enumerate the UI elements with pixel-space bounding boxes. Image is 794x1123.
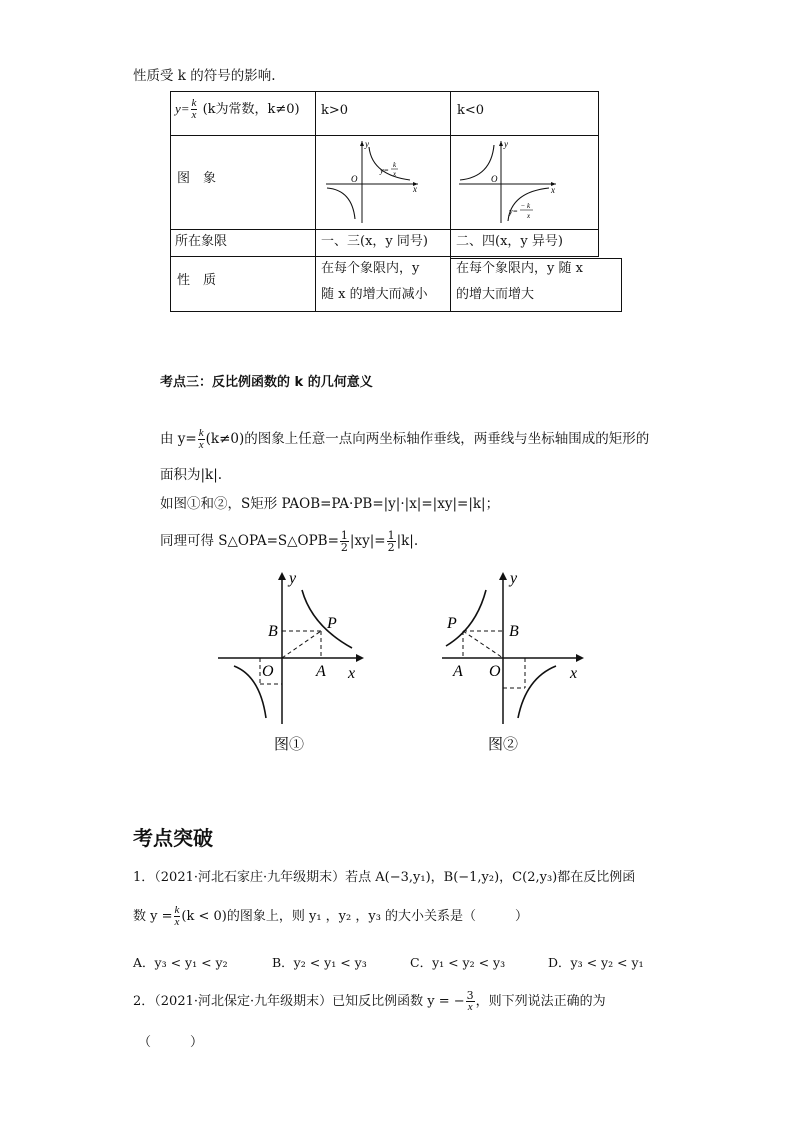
row-label-property: 性 质 [177,273,217,288]
section-line3: 如图①和②，S矩形 PAOB=PA·PB=|y|·|x|=|xy|=|k|； [160,496,500,512]
geometry-figures [212,566,592,758]
svg-text:B: B [509,623,519,640]
question-1-line2: 数 y = $\frac{k}{x}$ (k < 0)的图象上，则 y₁ ，y₂ ，y₃ 的大小关系是（ ） [133,904,529,928]
svg-text:P: P [327,615,337,632]
svg-text:图①: 图① [274,737,305,753]
svg-text:y=: y= [509,207,518,216]
svg-text:x: x [570,665,578,682]
svg-text:图②: 图② [488,737,519,753]
svg-text:y=: y= [380,166,389,175]
svg-text:O: O [489,663,501,680]
question-1-option-a[interactable]: A．y₃ < y₁ < y₂ [133,955,228,970]
row-label-quadrant: 所在象限 [175,234,228,249]
svg-text:B: B [268,623,278,640]
table-header-function: y= $\frac{k}{x}$ (k为常数，k≠0) [175,97,300,121]
breakthrough-title: 考点突破 [133,826,213,850]
svg-text:y: y [504,139,508,149]
table-header-k-positive: k>0 [321,103,349,118]
svg-text:x: x [413,184,417,194]
svg-text:O: O [491,174,498,184]
intro-line: 性质受 k 的符号的影响. [133,68,276,84]
svg-text:O: O [262,663,274,680]
question-1-option-b[interactable]: B．y₂ < y₁ < y₃ [272,955,367,970]
svg-text:x: x [527,212,531,220]
svg-text:k: k [393,161,397,169]
svg-text:x: x [551,185,555,195]
svg-text:P: P [447,615,457,632]
section-title: 考点三：反比例函数的 k 的几何意义 [160,375,373,390]
svg-text:y: y [510,570,518,587]
question-2-line1: 2．（2021·河北保定·九年级期末）已知反比例函数 y = − $\frac{3}{x}$ ，则下列说法正确的为 [133,989,606,1013]
question-2-answer-blank: （ ） [138,1035,204,1050]
svg-text:y: y [289,570,297,587]
svg-text:−: − [521,202,525,210]
section-line2: 面积为|k|. [160,467,223,483]
section-line1: 由 y= $\frac{k}{x}$ (k≠0)的图象上任意一点向两坐标轴作垂线，两垂线与坐标轴围成的矩形的 [160,427,650,451]
property-k-positive-line1: 在每个象限内，y [321,261,420,276]
question-1-option-d[interactable]: D．y₃ < y₂ < y₁ [548,955,644,970]
question-1-option-c[interactable]: C．y₁ < y₂ < y₃ [410,955,506,970]
graph-k-positive [318,137,448,227]
quadrant-k-negative: 二、四(x，y 异号) [456,234,563,249]
svg-text:A: A [453,663,463,680]
figure-2 [442,570,584,753]
svg-text:y: y [365,139,369,149]
question-1-line1: 1．（2021·河北石家庄·九年级期末）若点 A(−3,y₁)，B(−1,y₂)，C(2,y₃)都在反比例函 [133,870,636,885]
table-header-k-negative: k<0 [457,103,485,118]
graph-k-negative [453,137,596,227]
property-k-negative-line2: 的增大而增大 [456,287,535,302]
quadrant-k-positive: 一、三(x，y 同号) [321,234,428,249]
row-label-graph: 图 象 [177,171,217,186]
property-k-positive-line2: 随 x 的增大而减小 [321,287,428,302]
svg-text:A: A [316,663,326,680]
svg-text:x: x [348,665,356,682]
svg-text:O: O [351,174,358,184]
svg-text:k: k [527,202,531,210]
svg-text:x: x [393,170,397,178]
section-line4: 同理可得 S△OPA=S△OPB= $\frac{1}{2}$ |xy|= $\frac{1}{2}$ |k|. [160,529,419,554]
property-k-negative-line1: 在每个象限内，y 随 x [456,261,583,276]
figure-1 [218,570,364,753]
